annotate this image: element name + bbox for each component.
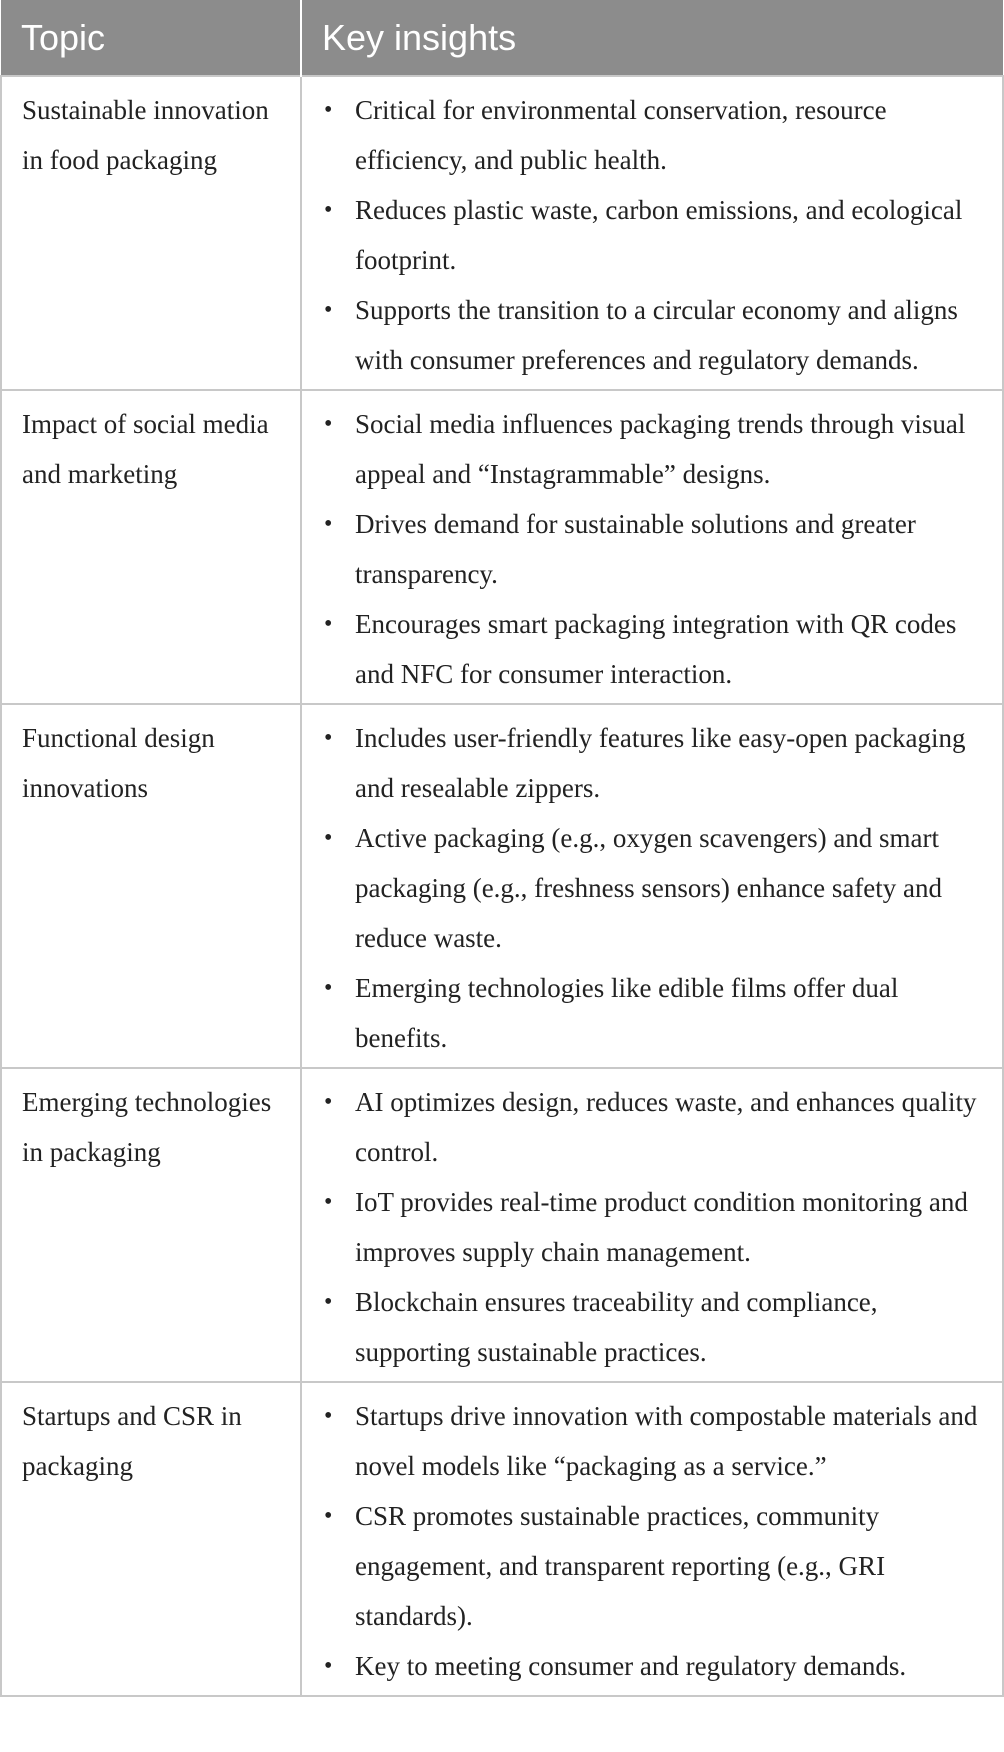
list-item-text: Encourages smart packaging integration with QR codes and NFC for consumer interaction. xyxy=(355,609,957,689)
table-row xyxy=(1,1068,1003,1382)
list-item-text: Reduces plastic waste, carbon emissions, and ecological footprint. xyxy=(355,195,963,275)
bullet-icon: • xyxy=(324,297,333,323)
table-row xyxy=(1,76,1003,390)
list-item-text: IoT provides real-time product condition monitoring and improves supply chain management. xyxy=(355,1187,968,1267)
list-item xyxy=(322,813,992,963)
insights-cell xyxy=(301,76,1003,390)
table-row xyxy=(1,1382,1003,1696)
list-item-text: Includes user-friendly features like easy-open packaging and resealable zippers. xyxy=(355,723,966,803)
header-topic: Topic xyxy=(1,0,301,76)
insights-cell xyxy=(301,1068,1003,1382)
list-item xyxy=(322,599,992,699)
insights-cell xyxy=(301,1382,1003,1696)
bullet-icon: • xyxy=(324,725,333,751)
table-row xyxy=(1,390,1003,704)
topic-cell: Sustainable innovation in food packaging xyxy=(1,76,301,390)
list-item xyxy=(322,713,992,813)
bullet-icon: • xyxy=(324,1653,333,1679)
topic-cell: Startups and CSR in packaging xyxy=(1,1382,301,1696)
list-item-text: Critical for environmental conservation, resource efficiency, and public health. xyxy=(355,95,887,175)
list-item xyxy=(322,963,992,1063)
list-item-text: Blockchain ensures traceability and compliance, supporting sustainable practices. xyxy=(355,1287,878,1367)
list-item xyxy=(322,1177,992,1277)
list-item xyxy=(322,1391,992,1491)
bullet-icon: • xyxy=(324,197,333,223)
bullet-icon: • xyxy=(324,511,333,537)
list-item-text: AI optimizes design, reduces waste, and enhances quality control. xyxy=(355,1087,977,1167)
topic-cell: Emerging technologies in packaging xyxy=(1,1068,301,1382)
insights-list xyxy=(322,85,992,385)
header-row xyxy=(1,0,1003,76)
list-item-text: Drives demand for sustainable solutions and greater transparency. xyxy=(355,509,916,589)
list-item-text: CSR promotes sustainable practices, community engagement, and transparent reporting (e.g., GRI standards). xyxy=(355,1501,886,1631)
list-item xyxy=(322,185,992,285)
list-item xyxy=(322,1641,992,1691)
list-item xyxy=(322,1491,992,1641)
bullet-icon: • xyxy=(324,1089,333,1115)
list-item xyxy=(322,399,992,499)
insights-cell xyxy=(301,704,1003,1068)
bullet-icon: • xyxy=(324,411,333,437)
list-item-text: Emerging technologies like edible films offer dual benefits. xyxy=(355,973,899,1053)
topic-cell: Functional design innovations xyxy=(1,704,301,1068)
list-item xyxy=(322,85,992,185)
bullet-icon: • xyxy=(324,1189,333,1215)
bullet-icon: • xyxy=(324,1403,333,1429)
insights-list xyxy=(322,1391,992,1691)
list-item-text: Startups drive innovation with compostable materials and novel models like “packaging as a service.” xyxy=(355,1401,978,1481)
bullet-icon: • xyxy=(324,1503,333,1529)
list-item xyxy=(322,1277,992,1377)
bullet-icon: • xyxy=(324,1289,333,1315)
table-header xyxy=(1,0,1003,76)
topic-cell: Impact of social media and marketing xyxy=(1,390,301,704)
insights-list xyxy=(322,713,992,1063)
insights-cell xyxy=(301,390,1003,704)
list-item-text: Active packaging (e.g., oxygen scavengers) and smart packaging (e.g., freshness sensors) enhance safety and reduce waste. xyxy=(355,823,943,953)
table-row xyxy=(1,704,1003,1068)
table-body xyxy=(1,76,1003,1696)
list-item-text: Supports the transition to a circular economy and aligns with consumer preferences and regulatory demands. xyxy=(355,295,958,375)
bullet-icon: • xyxy=(324,611,333,637)
bullet-icon: • xyxy=(324,975,333,1001)
list-item-text: Social media influences packaging trends through visual appeal and “Instagrammable” designs. xyxy=(355,409,966,489)
insights-list xyxy=(322,399,992,699)
bullet-icon: • xyxy=(324,825,333,851)
bullet-icon: • xyxy=(324,97,333,123)
list-item xyxy=(322,285,992,385)
list-item xyxy=(322,499,992,599)
list-item-text: Key to meeting consumer and regulatory demands. xyxy=(355,1651,907,1681)
header-key-insights: Key insights xyxy=(301,0,1003,76)
list-item xyxy=(322,1077,992,1177)
insights-list xyxy=(322,1077,992,1377)
